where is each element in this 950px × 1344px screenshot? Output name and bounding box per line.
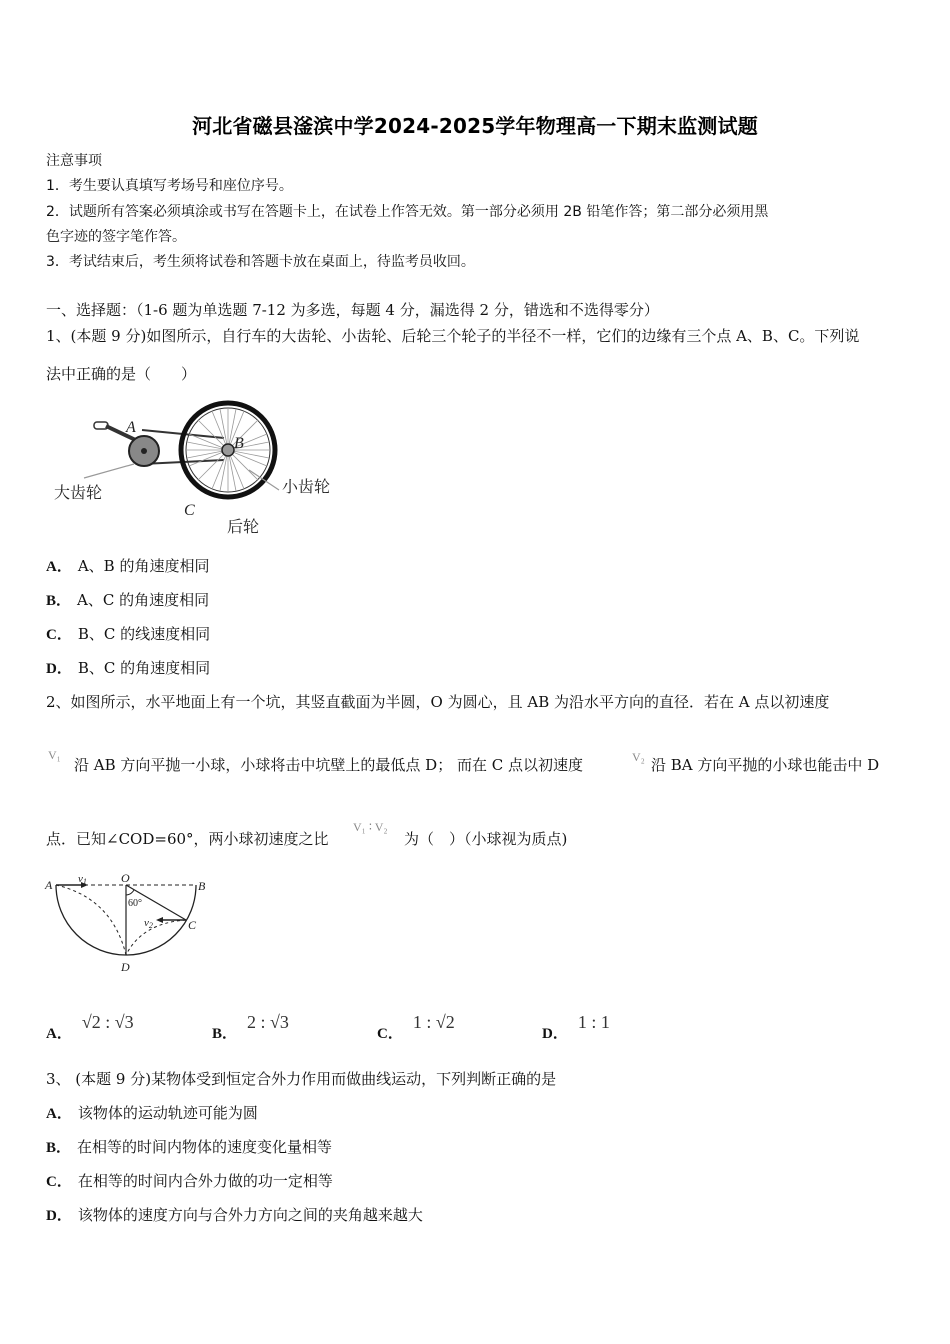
label-d: D xyxy=(121,960,130,974)
option-text: 在相等的时间内合外力做的功一定相等 xyxy=(77,1172,333,1190)
point-b-label: B xyxy=(234,435,244,452)
big-gear-label: 大齿轮 xyxy=(54,483,103,502)
q2-stem-line3b: 为（ ）（小球视为质点) xyxy=(404,830,568,848)
q1-option-a xyxy=(46,556,209,577)
q2-option-d xyxy=(542,1012,610,1043)
notice-item-2-cont: 色字迹的签字笔作答。 xyxy=(46,229,186,245)
notice-heading: 注意事项 xyxy=(46,153,102,169)
q1-option-b xyxy=(46,590,209,611)
q1-option-c xyxy=(46,624,210,645)
option-key: A． xyxy=(46,559,72,575)
option-key: A． xyxy=(46,1026,72,1042)
option-expr: 2 : √3 xyxy=(247,1012,289,1032)
q2-stem-line3a: 点．已知∠COD=60°，两小球初速度之比 xyxy=(46,830,329,848)
label-o: O xyxy=(121,871,130,885)
notice-item-3: 3．考试结束后，考生须将试卷和答题卡放在桌面上，待监考员收回。 xyxy=(46,254,475,270)
bicycle-gear-figure xyxy=(44,390,344,540)
option-expr: 1 : 1 xyxy=(577,1012,610,1032)
rear-wheel-label: 后轮 xyxy=(227,517,260,536)
v1-symbol: V₁ xyxy=(48,748,61,762)
q3-stem: 3、 (本题 9 分)某物体受到恒定合外力作用而做曲线运动，下列判断正确的是 xyxy=(46,1070,557,1088)
notice-item-2: 2．试题所有答案必须填涂或书写在答题卡上，在试卷上作答无效。第一部分必须用 2B 铅笔作答；第二部分必须用黑 xyxy=(46,204,769,220)
option-expr: √2 : √3 xyxy=(81,1012,134,1032)
q3-option-d xyxy=(46,1205,423,1226)
q2-stem-line2b: 沿 BA 方向平抛的小球也能击中 D xyxy=(651,756,880,774)
label-v1: v1 xyxy=(78,873,87,886)
point-a-label: A xyxy=(126,419,136,436)
q3-option-c xyxy=(46,1171,333,1192)
option-key: C． xyxy=(377,1026,403,1042)
option-text: 该物体的运动轨迹可能为圆 xyxy=(77,1104,258,1122)
q1-stem-line1: 1、(本题 9 分)如图所示，自行车的大齿轮、小齿轮、后轮三个轮子的半径不一样，它们的边缘有三个点 A、B、C。下列说 xyxy=(46,327,860,345)
label-a: A xyxy=(45,878,53,892)
label-v2: v2 xyxy=(144,917,153,930)
option-key: B． xyxy=(46,1140,72,1156)
point-c-label: C xyxy=(184,502,195,519)
option-key: B． xyxy=(212,1026,238,1042)
semicircle-pit-figure xyxy=(42,868,217,978)
q3-option-a xyxy=(46,1103,258,1124)
q2-option-a xyxy=(46,1012,134,1043)
option-key: D． xyxy=(46,1208,72,1224)
small-gear-label: 小齿轮 xyxy=(282,477,331,496)
option-key: C． xyxy=(46,1174,72,1190)
option-key: A． xyxy=(46,1106,72,1122)
q2-stem-line1: 2、如图所示，水平地面上有一个坑，其竖直截面为半圆，O 为圆心，且 AB 为沿水平方向的直径．若在 A 点以初速度 xyxy=(46,693,830,711)
option-text: B、C 的角速度相同 xyxy=(77,659,211,677)
q1-stem-line2: 法中正确的是（ ） xyxy=(46,365,197,383)
q2-stem-line2a: 沿 AB 方向平抛一小球，小球将击中坑壁上的最低点 D； 而在 C 点以初速度 xyxy=(74,756,583,774)
option-text: 在相等的时间内物体的速度变化量相等 xyxy=(77,1138,333,1156)
option-text: B、C 的线速度相同 xyxy=(77,625,211,643)
q3-option-b xyxy=(46,1137,332,1158)
option-key: D． xyxy=(542,1026,568,1042)
option-key: B． xyxy=(46,593,72,609)
q1-option-d xyxy=(46,658,210,679)
q2-option-b xyxy=(212,1012,289,1043)
label-b: B xyxy=(198,879,206,893)
page-title: 河北省磁县滏滨中学2024-2025学年物理高一下期末监测试题 xyxy=(192,114,758,138)
option-text: 该物体的速度方向与合外力方向之间的夹角越来越大 xyxy=(77,1206,423,1224)
option-text: A、B 的角速度相同 xyxy=(77,557,210,575)
v1-v2-ratio-symbol: V₁ ∶ V₂ xyxy=(353,820,388,834)
label-c: C xyxy=(188,918,197,932)
section-heading: 一、选择题：（1-6 题为单选题 7-12 为多选，每题 4 分，漏选得 2 分，错选和不选得零分） xyxy=(46,301,659,319)
q2-option-c xyxy=(377,1012,455,1043)
option-key: D． xyxy=(46,661,72,677)
option-key: C． xyxy=(46,627,72,643)
angle-label: 60° xyxy=(128,898,142,909)
v2-symbol: V₂ xyxy=(632,750,645,764)
notice-item-1: 1．考生要认真填写考场号和座位序号。 xyxy=(46,178,293,194)
option-text: A、C 的角速度相同 xyxy=(77,591,210,609)
option-expr: 1 : √2 xyxy=(412,1012,455,1032)
